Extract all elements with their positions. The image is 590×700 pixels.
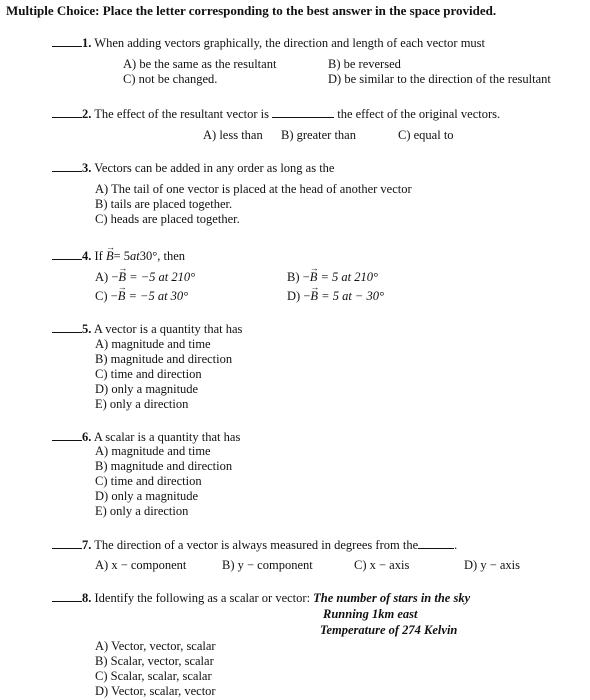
option-a: A) be the same as the resultant — [123, 57, 277, 71]
question-text-then: , then — [157, 249, 186, 263]
option-c: C) heads are placed together. — [95, 212, 240, 226]
instructions-header: Multiple Choice: Place the letter corresponding to the best answer in the space provided. — [6, 3, 497, 18]
question-text-end: the effect of the original vectors. — [337, 107, 501, 121]
fill-blank[interactable] — [272, 106, 334, 118]
option-a: A) −→ B = −5 at 210° — [95, 270, 195, 284]
option-a: A) The tail of one vector is placed at the head of another vector — [95, 182, 412, 196]
option-c: C) equal to — [398, 128, 454, 142]
answer-blank-8[interactable] — [52, 590, 82, 602]
option-e: E) only a direction — [95, 504, 189, 518]
option-b: B) greater than — [281, 128, 356, 142]
item-2: Running 1km east — [323, 607, 418, 621]
question-text-if: If — [94, 249, 103, 263]
question-text: The direction of a vector is always measured in degrees from the — [94, 538, 419, 552]
option-a: A) magnitude and time — [95, 444, 211, 458]
question-text: A scalar is a quantity that has — [93, 430, 241, 444]
item-1: The number of stars in the sky — [313, 591, 471, 605]
vector-b-symbol: → B — [106, 249, 114, 263]
vector-b-symbol: → B — [310, 289, 318, 303]
item-3: Temperature of 274 Kelvin — [320, 623, 458, 637]
question-text: A vector is a quantity that has — [93, 322, 243, 336]
option-b: B) −→ B = 5 at 210° — [287, 270, 378, 284]
option-a: A) Vector, vector, scalar — [95, 639, 216, 653]
option-a: A) less than — [203, 128, 263, 142]
question-number: 3. — [82, 161, 92, 175]
option-b: B) y − component — [222, 558, 313, 572]
answer-blank-7[interactable] — [52, 537, 82, 549]
option-c: C) time and direction — [95, 474, 202, 488]
question-text-at: at — [130, 249, 140, 263]
question-text: When adding vectors graphically, the direction and length of each vector must — [94, 36, 485, 50]
question-number: 1. — [82, 36, 92, 50]
option-b: B) be reversed — [328, 57, 401, 71]
option-d: D) y − axis — [464, 558, 520, 572]
question-1 — [52, 35, 485, 50]
question-text: Vectors can be added in any order as long as the — [94, 161, 335, 175]
question-number: 6. — [82, 430, 92, 444]
option-a: A) x − component — [95, 558, 187, 572]
option-b: B) magnitude and direction — [95, 352, 233, 366]
option-c: C) time and direction — [95, 367, 202, 381]
option-b: B) magnitude and direction — [95, 459, 233, 473]
option-c: C) not be changed. — [123, 72, 218, 86]
question-5 — [52, 321, 242, 336]
question-6 — [52, 429, 240, 444]
question-number: 8. — [82, 591, 92, 605]
question-3 — [52, 160, 334, 175]
option-b: B) tails are placed together. — [95, 197, 233, 211]
question-number: 7. — [82, 538, 92, 552]
question-number: 5. — [82, 322, 92, 336]
question-number: 4. — [82, 249, 92, 263]
option-d: D) only a magnitude — [95, 382, 199, 396]
question-8 — [52, 590, 470, 605]
option-a: A) magnitude and time — [95, 337, 211, 351]
answer-blank-5[interactable] — [52, 321, 82, 333]
option-d: D) Vector, scalar, vector — [95, 684, 216, 698]
question-7: 7. The direction of a vector is always measured in degrees from the . — [52, 537, 457, 552]
vector-b-symbol: → B — [118, 289, 126, 303]
answer-blank-6[interactable] — [52, 429, 82, 441]
answer-blank-3[interactable] — [52, 160, 82, 172]
answer-blank-2[interactable] — [52, 106, 82, 118]
option-e: E) only a direction — [95, 397, 189, 411]
option-d: D) be similar to the direction of the resultant — [328, 72, 551, 86]
answer-blank-1[interactable] — [52, 35, 82, 47]
option-c: C) x − axis — [354, 558, 410, 572]
vector-b-symbol: → B — [118, 270, 126, 284]
option-d: D) −→ B = 5 at − 30° — [287, 289, 384, 303]
option-c: C) −→ B = −5 at 30° — [95, 289, 188, 303]
question-text: The effect of the resultant vector is — [94, 107, 269, 121]
fill-blank[interactable] — [418, 537, 454, 549]
question-text-eq: = 5 — [113, 249, 131, 263]
question-number: 2. — [82, 107, 92, 121]
option-d: D) only a magnitude — [95, 489, 199, 503]
question-text-deg: 30° — [139, 249, 158, 263]
vector-b-symbol: → B — [310, 270, 318, 284]
question-2 — [52, 106, 500, 121]
option-b: B) Scalar, vector, scalar — [95, 654, 214, 668]
option-c: C) Scalar, scalar, scalar — [95, 669, 212, 683]
question-text: Identify the following as a scalar or vector: — [94, 591, 311, 605]
answer-blank-4[interactable] — [52, 248, 82, 260]
